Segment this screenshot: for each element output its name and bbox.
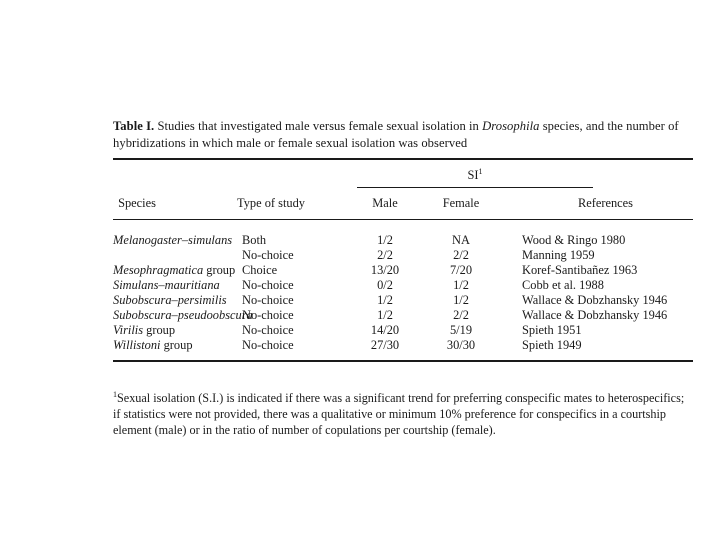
row-5-species: Subobscura–persimilis bbox=[113, 293, 227, 307]
row-4-type: No-choice bbox=[242, 278, 294, 292]
row-4-female: 1/2 bbox=[453, 278, 469, 292]
row-4-species: Simulans–mauritiana bbox=[113, 278, 220, 292]
row-6-reference: Wallace & Dobzhansky 1946 bbox=[522, 308, 668, 322]
row-8-reference: Spieth 1949 bbox=[522, 338, 582, 352]
row-1-species: Melanogaster–simulans bbox=[113, 233, 233, 247]
header-type-of-study: Type of study bbox=[237, 196, 305, 210]
row-7-male: 14/20 bbox=[370, 323, 400, 337]
row-1-female: NA bbox=[452, 233, 470, 247]
caption-text-after: species, and the number of hybridizations in which male or female sexual isolation was observed bbox=[113, 119, 679, 150]
row-2-type: No-choice bbox=[242, 248, 294, 262]
table-footnote bbox=[113, 390, 693, 438]
header-male: Male bbox=[372, 196, 398, 210]
row-2-reference: Manning 1959 bbox=[522, 248, 595, 262]
row-8-male: 27/30 bbox=[370, 338, 400, 352]
row-6-type: No-choice bbox=[242, 308, 294, 322]
row-7-reference: Spieth 1951 bbox=[522, 323, 582, 337]
header-references: References bbox=[577, 196, 634, 210]
row-2-male: 2/2 bbox=[377, 248, 393, 262]
footnote-text: Sexual isolation (S.I.) is indicated if there was a significant trend for preferring conspecific mates to heterospecifics; if statistics were not provided, there was a qualitative or minimum 10% preference for conspecifics in a courtship element (male) or in the ratio of number of copulations per courtship (female). bbox=[113, 391, 685, 437]
row-4-male: 0/2 bbox=[377, 278, 393, 292]
caption-text-before: Studies that investigated male versus female sexual isolation in bbox=[157, 119, 479, 133]
row-5-type: No-choice bbox=[242, 293, 294, 307]
row-5-reference: Wallace & Dobzhansky 1946 bbox=[522, 293, 668, 307]
top-rule bbox=[113, 158, 693, 160]
row-5-male: 1/2 bbox=[377, 293, 393, 307]
header-species: Species bbox=[118, 196, 156, 210]
row-7-female: 5/19 bbox=[449, 323, 473, 337]
row-7-type: No-choice bbox=[242, 323, 294, 337]
row-3-reference: Koref-Santibañez 1963 bbox=[522, 263, 638, 277]
row-2-female: 2/2 bbox=[453, 248, 469, 262]
row-7-species: Virilis group bbox=[113, 323, 176, 337]
row-5-female: 1/2 bbox=[453, 293, 469, 307]
si-footnote-marker: 1 bbox=[478, 166, 483, 176]
row-4-reference: Cobb et al. 1988 bbox=[522, 278, 604, 292]
row-3-male: 13/20 bbox=[370, 263, 400, 277]
row-3-type: Choice bbox=[242, 263, 278, 277]
si-header: $SI^1$ bbox=[467, 166, 483, 182]
header-rule bbox=[113, 219, 693, 220]
row-3-female: 7/20 bbox=[449, 263, 473, 277]
row-6-female: 2/2 bbox=[453, 308, 469, 322]
row-6-male: 1/2 bbox=[377, 308, 393, 322]
row-1-male: 1/2 bbox=[377, 233, 393, 247]
caption-genus: Drosophila bbox=[482, 119, 540, 133]
table-label: Table I. bbox=[113, 119, 155, 133]
row-6-species: Subobscura–pseudoobscura bbox=[113, 308, 253, 322]
table-caption bbox=[113, 118, 693, 152]
row-1-reference: Wood & Ringo 1980 bbox=[522, 233, 626, 247]
table-document bbox=[113, 118, 693, 437]
footnote-marker: 1 bbox=[113, 389, 117, 399]
header-female: Female bbox=[442, 196, 480, 210]
row-1-type: Both bbox=[242, 233, 267, 247]
row-8-female: 30/30 bbox=[446, 338, 476, 352]
row-8-species: Willistoni group bbox=[113, 338, 193, 352]
bottom-rule bbox=[113, 360, 693, 362]
row-8-type: No-choice bbox=[242, 338, 294, 352]
row-3-species: Mesophragmatica group bbox=[113, 263, 236, 277]
si-rule bbox=[357, 187, 593, 188]
